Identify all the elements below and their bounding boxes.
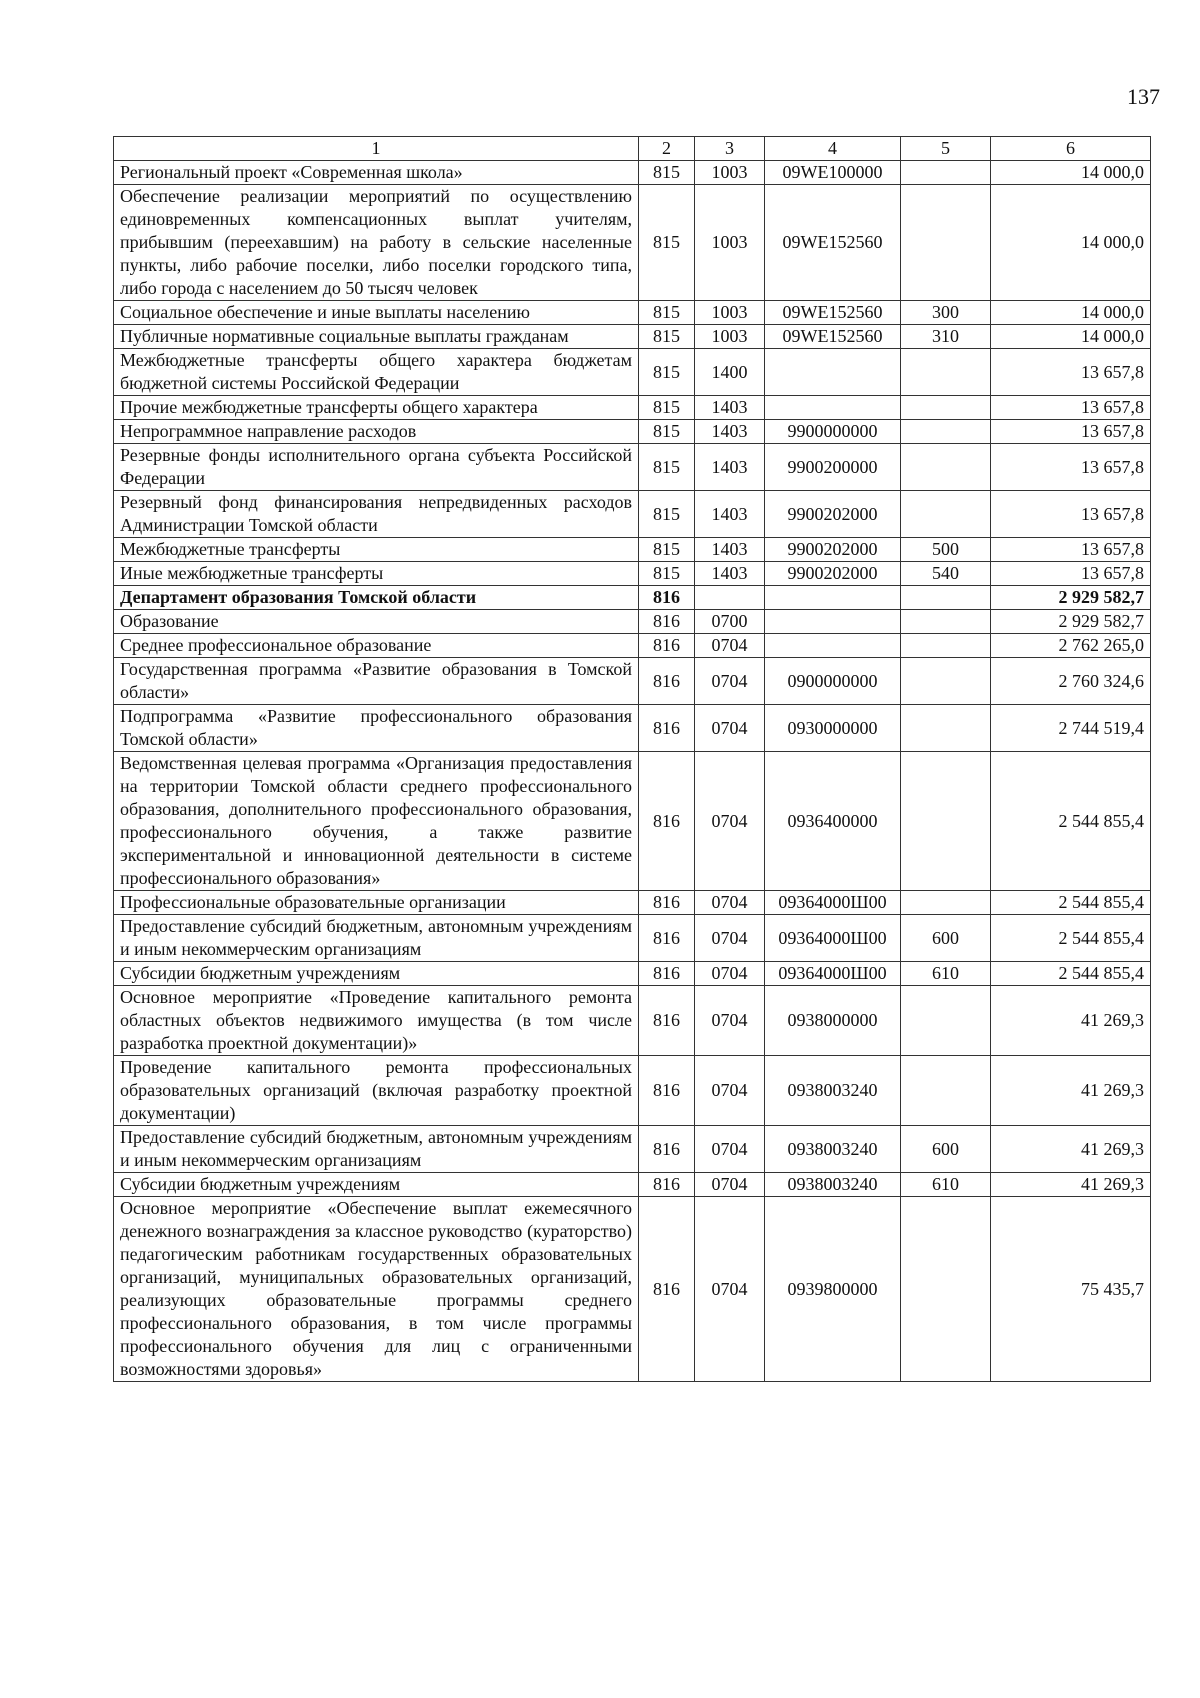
row-section-code-cell: 0704 (695, 1173, 765, 1197)
row-target-article-cell (765, 634, 901, 658)
row-ministry-code-cell: 816 (639, 986, 695, 1056)
row-name-cell: Региональный проект «Современная школа» (114, 161, 639, 185)
table-row (114, 161, 1151, 185)
table-row (114, 962, 1151, 986)
row-amount-cell: 14 000,0 (991, 301, 1151, 325)
row-target-article-cell: 09364000Ш00 (765, 915, 901, 962)
row-name-cell: Основное мероприятие «Проведение капитального ремонта областных объектов недвижимого имущества (в том числе разработка проектной документации)» (114, 986, 639, 1056)
row-target-article-cell: 9900000000 (765, 420, 901, 444)
row-target-article-cell: 09WE152560 (765, 301, 901, 325)
row-target-article-cell: 0938003240 (765, 1126, 901, 1173)
row-name-cell: Субсидии бюджетным учреждениям (114, 962, 639, 986)
row-section-code-cell: 1403 (695, 396, 765, 420)
row-name-cell: Государственная программа «Развитие образования в Томской области» (114, 658, 639, 705)
row-name-cell: Подпрограмма «Развитие профессионального образования Томской области» (114, 705, 639, 752)
row-section-code-cell: 1003 (695, 185, 765, 301)
row-amount-cell: 13 657,8 (991, 562, 1151, 586)
row-section-code-cell: 0704 (695, 891, 765, 915)
row-target-article-cell: 09WE100000 (765, 161, 901, 185)
row-amount-cell: 14 000,0 (991, 325, 1151, 349)
header-col-4: 4 (765, 137, 901, 161)
row-name-cell: Обеспечение реализации мероприятий по осуществлению единовременных компенсационных выплат учителям, прибывшим (переехавшим) на работу в сельские населенные пункты, либо рабочие поселки, либо поселки городского типа, либо города с населением до 50 тысяч человек (114, 185, 639, 301)
row-name-cell: Профессиональные образовательные организации (114, 891, 639, 915)
table-row (114, 1056, 1151, 1126)
row-expense-type-cell (901, 891, 991, 915)
row-ministry-code-cell: 816 (639, 658, 695, 705)
row-name-cell: Иные межбюджетные трансферты (114, 562, 639, 586)
table-row (114, 986, 1151, 1056)
table-header-row (114, 137, 1151, 161)
row-target-article-cell: 9900202000 (765, 562, 901, 586)
row-ministry-code-cell: 816 (639, 891, 695, 915)
table-row (114, 634, 1151, 658)
row-expense-type-cell (901, 610, 991, 634)
row-amount-cell: 13 657,8 (991, 420, 1151, 444)
row-ministry-code-cell: 815 (639, 562, 695, 586)
row-ministry-code-cell: 816 (639, 610, 695, 634)
row-target-article-cell: 09WE152560 (765, 325, 901, 349)
row-name-cell: Резервные фонды исполнительного органа субъекта Российской Федерации (114, 444, 639, 491)
row-target-article-cell: 0900000000 (765, 658, 901, 705)
table-body (114, 161, 1151, 1382)
table-row (114, 349, 1151, 396)
table-row (114, 396, 1151, 420)
row-expense-type-cell: 600 (901, 1126, 991, 1173)
row-name-cell: Межбюджетные трансферты общего характера бюджетам бюджетной системы Российской Федерации (114, 349, 639, 396)
row-expense-type-cell (901, 586, 991, 610)
row-name-cell: Публичные нормативные социальные выплаты гражданам (114, 325, 639, 349)
row-section-code-cell: 1003 (695, 325, 765, 349)
row-target-article-cell: 0938003240 (765, 1056, 901, 1126)
row-expense-type-cell: 300 (901, 301, 991, 325)
row-amount-cell: 41 269,3 (991, 1173, 1151, 1197)
row-section-code-cell: 1403 (695, 491, 765, 538)
header-col-2: 2 (639, 137, 695, 161)
row-expense-type-cell: 610 (901, 962, 991, 986)
row-ministry-code-cell: 815 (639, 420, 695, 444)
row-expense-type-cell (901, 634, 991, 658)
row-expense-type-cell (901, 658, 991, 705)
row-ministry-code-cell: 815 (639, 185, 695, 301)
row-ministry-code-cell: 816 (639, 915, 695, 962)
row-ministry-code-cell: 815 (639, 301, 695, 325)
row-expense-type-cell (901, 444, 991, 491)
row-section-code-cell: 0704 (695, 658, 765, 705)
table-row (114, 420, 1151, 444)
row-expense-type-cell (901, 161, 991, 185)
row-target-article-cell (765, 396, 901, 420)
row-section-code-cell: 0704 (695, 1126, 765, 1173)
row-amount-cell: 2 929 582,7 (991, 586, 1151, 610)
row-target-article-cell: 09WE152560 (765, 185, 901, 301)
row-section-code-cell: 0704 (695, 634, 765, 658)
row-amount-cell: 75 435,7 (991, 1197, 1151, 1382)
row-expense-type-cell (901, 986, 991, 1056)
header-col-3: 3 (695, 137, 765, 161)
budget-table (113, 136, 1151, 1382)
row-ministry-code-cell: 815 (639, 325, 695, 349)
table-row (114, 705, 1151, 752)
row-name-cell: Ведомственная целевая программа «Организация предоставления на территории Томской области среднего профессионального образования, дополнительного профессионального образования, профессионального обучения, а также развитие экспериментальной и инновационной деятельности в системе профессионального образования» (114, 752, 639, 891)
row-target-article-cell: 9900200000 (765, 444, 901, 491)
row-section-code-cell: 0704 (695, 1056, 765, 1126)
table-row (114, 752, 1151, 891)
row-target-article-cell: 0939800000 (765, 1197, 901, 1382)
row-amount-cell: 2 760 324,6 (991, 658, 1151, 705)
row-target-article-cell (765, 349, 901, 396)
table-row (114, 586, 1151, 610)
row-section-code-cell: 0704 (695, 986, 765, 1056)
row-expense-type-cell (901, 1197, 991, 1382)
row-section-code-cell: 0704 (695, 1197, 765, 1382)
row-target-article-cell: 9900202000 (765, 491, 901, 538)
table-row (114, 1173, 1151, 1197)
table-row (114, 301, 1151, 325)
row-expense-type-cell: 540 (901, 562, 991, 586)
row-ministry-code-cell: 816 (639, 1173, 695, 1197)
row-section-code-cell (695, 586, 765, 610)
table-row (114, 562, 1151, 586)
row-section-code-cell: 0704 (695, 705, 765, 752)
table-row (114, 538, 1151, 562)
row-expense-type-cell (901, 185, 991, 301)
row-expense-type-cell: 500 (901, 538, 991, 562)
row-amount-cell: 13 657,8 (991, 349, 1151, 396)
row-section-code-cell: 1003 (695, 161, 765, 185)
row-expense-type-cell (901, 349, 991, 396)
row-name-cell: Проведение капитального ремонта профессиональных образовательных организаций (включая разработку проектной документации) (114, 1056, 639, 1126)
row-expense-type-cell: 600 (901, 915, 991, 962)
row-name-cell: Непрограммное направление расходов (114, 420, 639, 444)
row-ministry-code-cell: 816 (639, 962, 695, 986)
row-amount-cell: 13 657,8 (991, 396, 1151, 420)
row-expense-type-cell: 310 (901, 325, 991, 349)
row-target-article-cell: 09364000Ш00 (765, 962, 901, 986)
row-expense-type-cell (901, 705, 991, 752)
row-amount-cell: 41 269,3 (991, 986, 1151, 1056)
row-name-cell: Предоставление субсидий бюджетным, автономным учреждениям и иным некоммерческим организациям (114, 1126, 639, 1173)
row-expense-type-cell (901, 491, 991, 538)
row-ministry-code-cell: 815 (639, 491, 695, 538)
row-target-article-cell: 9900202000 (765, 538, 901, 562)
row-expense-type-cell (901, 420, 991, 444)
row-name-cell: Образование (114, 610, 639, 634)
row-name-cell: Основное мероприятие «Обеспечение выплат ежемесячного денежного вознаграждения за классное руководство (кураторство) педагогическим работникам государственных образовательных организаций, муниципальных образовательных организаций, реализующих образовательные программы среднего профессионального образования, в том числе программы профессионального обучения для лиц с ограниченными возможностями здоровья» (114, 1197, 639, 1382)
row-section-code-cell: 0704 (695, 915, 765, 962)
table-row (114, 891, 1151, 915)
row-name-cell: Предоставление субсидий бюджетным, автономным учреждениям и иным некоммерческим организациям (114, 915, 639, 962)
row-amount-cell: 2 544 855,4 (991, 915, 1151, 962)
row-ministry-code-cell: 816 (639, 752, 695, 891)
table-row (114, 444, 1151, 491)
row-target-article-cell (765, 586, 901, 610)
row-amount-cell: 2 544 855,4 (991, 962, 1151, 986)
table-row (114, 1197, 1151, 1382)
row-target-article-cell (765, 610, 901, 634)
row-amount-cell: 2 744 519,4 (991, 705, 1151, 752)
row-amount-cell: 41 269,3 (991, 1126, 1151, 1173)
row-name-cell: Среднее профессиональное образование (114, 634, 639, 658)
row-expense-type-cell (901, 396, 991, 420)
row-ministry-code-cell: 815 (639, 396, 695, 420)
row-section-code-cell: 1403 (695, 444, 765, 491)
row-expense-type-cell (901, 752, 991, 891)
row-section-code-cell: 1003 (695, 301, 765, 325)
row-amount-cell: 2 762 265,0 (991, 634, 1151, 658)
row-section-code-cell: 0704 (695, 962, 765, 986)
row-name-cell: Межбюджетные трансферты (114, 538, 639, 562)
page-number: 137 (1127, 84, 1160, 109)
row-ministry-code-cell: 816 (639, 634, 695, 658)
row-name-cell: Резервный фонд финансирования непредвиденных расходов Администрации Томской области (114, 491, 639, 538)
table-row (114, 325, 1151, 349)
row-target-article-cell: 0938003240 (765, 1173, 901, 1197)
row-name-cell: Субсидии бюджетным учреждениям (114, 1173, 639, 1197)
row-ministry-code-cell: 815 (639, 161, 695, 185)
row-expense-type-cell (901, 1056, 991, 1126)
row-section-code-cell: 1400 (695, 349, 765, 396)
row-amount-cell: 13 657,8 (991, 538, 1151, 562)
row-ministry-code-cell: 816 (639, 1197, 695, 1382)
row-target-article-cell: 09364000Ш00 (765, 891, 901, 915)
table-row (114, 658, 1151, 705)
table-row (114, 491, 1151, 538)
row-ministry-code-cell: 816 (639, 1056, 695, 1126)
row-name-cell: Департамент образования Томской области (114, 586, 639, 610)
row-section-code-cell: 0704 (695, 752, 765, 891)
row-amount-cell: 2 544 855,4 (991, 891, 1151, 915)
row-amount-cell: 13 657,8 (991, 491, 1151, 538)
row-amount-cell: 41 269,3 (991, 1056, 1151, 1126)
row-target-article-cell: 0936400000 (765, 752, 901, 891)
row-amount-cell: 14 000,0 (991, 161, 1151, 185)
row-ministry-code-cell: 816 (639, 705, 695, 752)
row-ministry-code-cell: 816 (639, 586, 695, 610)
table-row (114, 1126, 1151, 1173)
row-ministry-code-cell: 815 (639, 444, 695, 491)
header-col-5: 5 (901, 137, 991, 161)
row-expense-type-cell: 610 (901, 1173, 991, 1197)
header-col-1: 1 (114, 137, 639, 161)
row-target-article-cell: 0938000000 (765, 986, 901, 1056)
row-ministry-code-cell: 815 (639, 538, 695, 562)
row-name-cell: Социальное обеспечение и иные выплаты населению (114, 301, 639, 325)
table-row (114, 185, 1151, 301)
table-row (114, 610, 1151, 634)
header-col-6: 6 (991, 137, 1151, 161)
row-section-code-cell: 1403 (695, 420, 765, 444)
row-section-code-cell: 1403 (695, 562, 765, 586)
table-row (114, 915, 1151, 962)
row-target-article-cell: 0930000000 (765, 705, 901, 752)
row-amount-cell: 2 544 855,4 (991, 752, 1151, 891)
row-ministry-code-cell: 816 (639, 1126, 695, 1173)
row-name-cell: Прочие межбюджетные трансферты общего характера (114, 396, 639, 420)
row-section-code-cell: 0700 (695, 610, 765, 634)
row-ministry-code-cell: 815 (639, 349, 695, 396)
row-amount-cell: 13 657,8 (991, 444, 1151, 491)
row-amount-cell: 2 929 582,7 (991, 610, 1151, 634)
row-amount-cell: 14 000,0 (991, 185, 1151, 301)
row-section-code-cell: 1403 (695, 538, 765, 562)
